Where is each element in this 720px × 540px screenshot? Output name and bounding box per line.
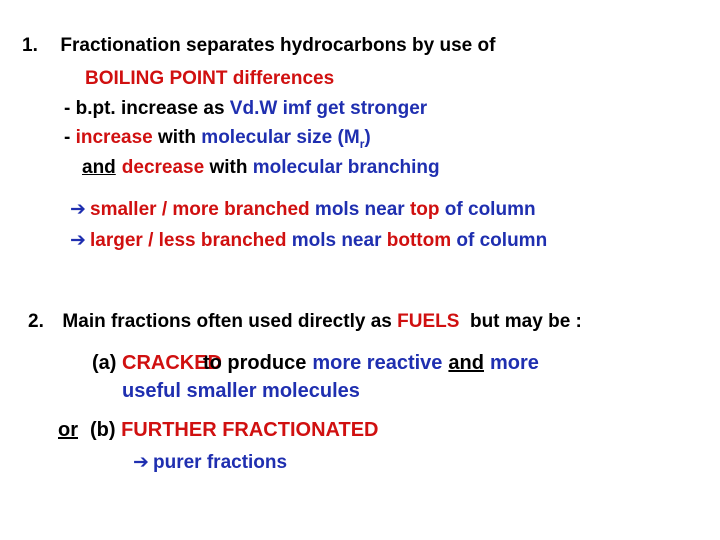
further-line xyxy=(58,419,378,441)
of-column-text: of column xyxy=(439,199,536,220)
further-fractionated-text: FURTHER FRACTIONATED xyxy=(121,419,379,441)
mr-subscript: r xyxy=(359,136,365,151)
bpt-increase-text: - b.pt. increase as xyxy=(64,98,230,119)
dash-text: - xyxy=(64,127,76,148)
point-2-number: 2. xyxy=(28,311,44,332)
point-1-number: 1. xyxy=(22,35,38,56)
option-b-label: (b) xyxy=(90,419,122,441)
more-reactive-text: more reactive xyxy=(312,352,443,374)
top-text: top xyxy=(409,199,440,220)
and-text: and xyxy=(82,157,116,178)
right-arrow-icon: ➔ xyxy=(133,452,149,473)
and-text-2: and xyxy=(448,352,484,374)
right-arrow-icon: ➔ xyxy=(70,199,86,220)
mols-near-text: mols near xyxy=(314,199,410,220)
molecular-size-line xyxy=(64,127,371,149)
with-text-2: with xyxy=(204,157,253,178)
option-a-label: (a) xyxy=(92,352,122,374)
larger-text: larger / less branched xyxy=(90,230,292,251)
mols-near-text-2: mols near xyxy=(291,230,387,251)
close-paren-text: ) xyxy=(364,127,371,148)
but-may-be-text: but may be : xyxy=(459,311,582,332)
right-arrow-icon: ➔ xyxy=(70,230,86,251)
cracked-text: CRACKED xyxy=(122,352,222,374)
to-produce-line xyxy=(203,352,539,374)
fuels-text: FUELS xyxy=(397,311,460,332)
purer-fractions-text: purer fractions xyxy=(153,452,288,473)
smaller-text: smaller / more branched xyxy=(90,199,315,220)
purer-line xyxy=(133,452,287,474)
arrow-line-bottom xyxy=(70,230,547,252)
useful-molecules-line: useful smaller molecules xyxy=(122,380,360,402)
decrease-text: decrease xyxy=(121,157,205,178)
branching-line xyxy=(82,157,440,179)
increase-text: increase xyxy=(75,127,153,148)
more-text: more xyxy=(489,352,539,374)
molecular-branching-text: molecular branching xyxy=(252,157,440,178)
to-produce-text: to produce xyxy=(203,352,307,374)
point-1-intro-text: Fractionation separates hydrocarbons by use of xyxy=(60,35,496,56)
bpt-increase-line xyxy=(64,98,427,120)
point-2-intro xyxy=(28,311,582,333)
with-text: with xyxy=(152,127,202,148)
bottom-text: bottom xyxy=(386,230,452,251)
or-text: or xyxy=(58,419,78,441)
point-2-intro-text: Main fractions often used directly as xyxy=(62,311,398,332)
molecular-size-text: molecular size (M xyxy=(201,127,360,148)
of-column-text-2: of column xyxy=(451,230,548,251)
point-1-intro xyxy=(22,35,495,57)
boiling-point-line: BOILING POINT differences xyxy=(85,68,335,89)
arrow-line-top xyxy=(70,199,536,221)
vdw-imf-text: Vd.W imf get stronger xyxy=(229,98,428,119)
